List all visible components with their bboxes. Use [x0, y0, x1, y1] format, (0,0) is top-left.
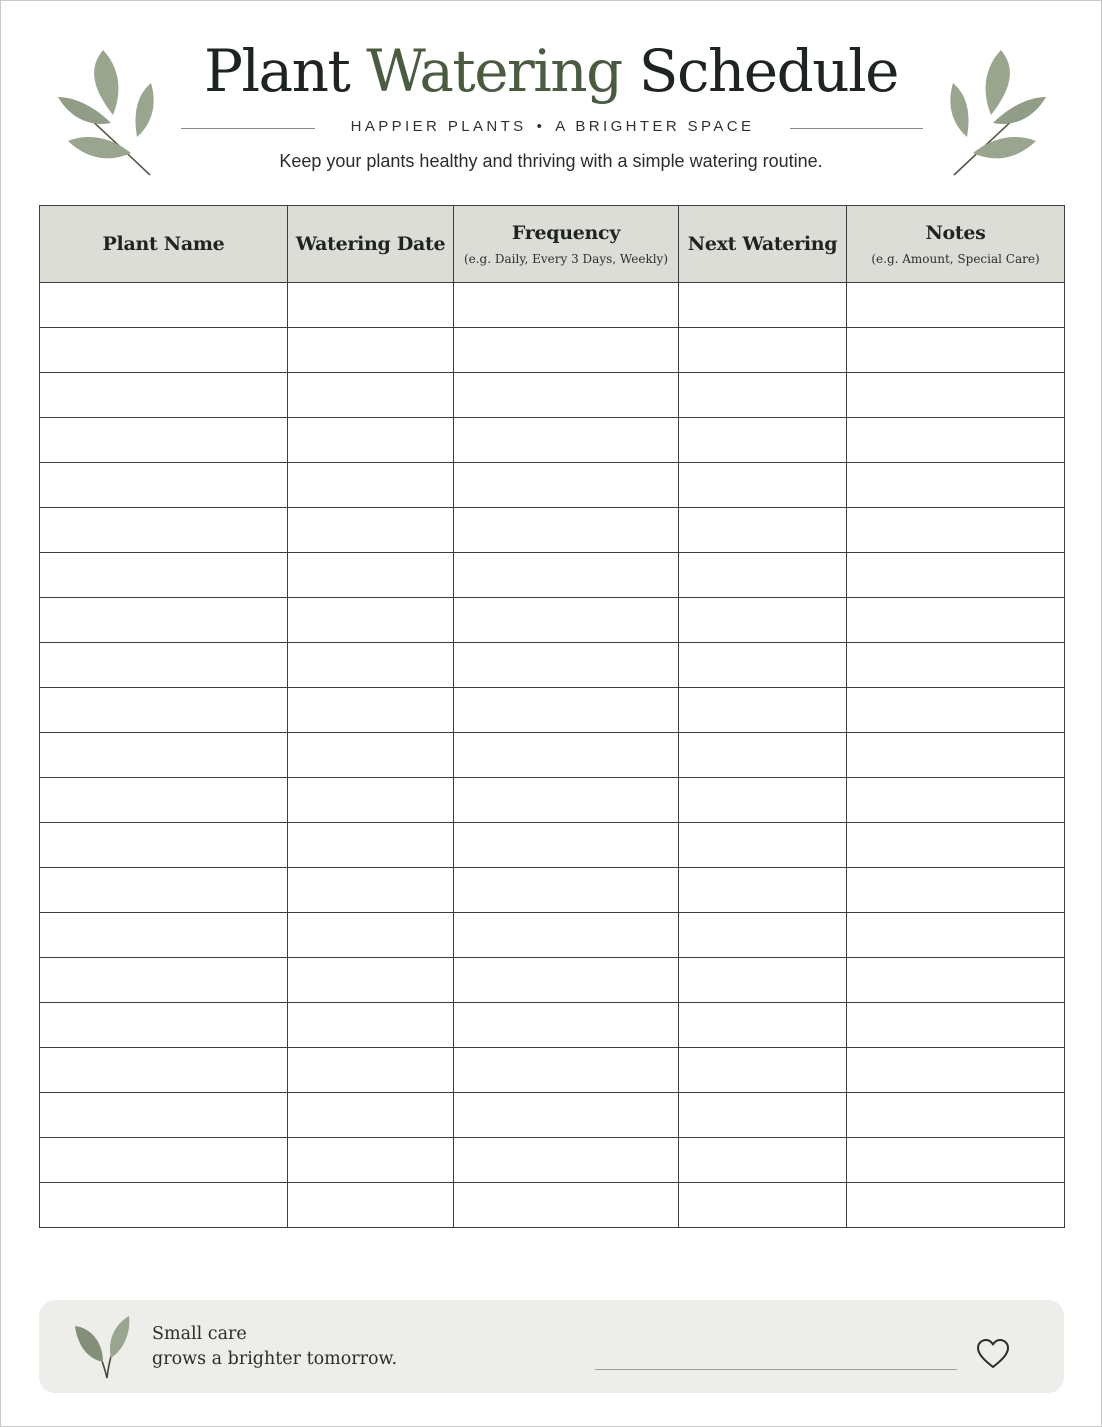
cell-frequency [454, 418, 679, 463]
cell-notes [847, 778, 1065, 823]
column-header-next-watering [679, 206, 847, 283]
title-word-plant: Plant [203, 37, 350, 105]
watering-log-table [39, 205, 1065, 1228]
cell-plant-name [40, 1138, 288, 1183]
cell-next-watering [679, 328, 847, 373]
cell-notes [847, 688, 1065, 733]
cell-plant-name [40, 958, 288, 1003]
cell-plant-name [40, 1093, 288, 1138]
cell-watering-date [288, 508, 454, 553]
cell-notes [847, 283, 1065, 328]
table-row [40, 283, 1065, 328]
cell-watering-date [288, 598, 454, 643]
cell-watering-date [288, 1138, 454, 1183]
cell-plant-name [40, 913, 288, 958]
table-header-row [40, 206, 1065, 283]
cell-frequency [454, 283, 679, 328]
title-word-watering: Watering [366, 37, 622, 105]
cell-notes [847, 1183, 1065, 1228]
cell-watering-date [288, 823, 454, 868]
cell-plant-name [40, 508, 288, 553]
tagline-right: A BRIGHTER SPACE [555, 118, 755, 135]
cell-plant-name [40, 373, 288, 418]
table-row [40, 643, 1065, 688]
table-row [40, 553, 1065, 598]
table-row [40, 418, 1065, 463]
cell-frequency [454, 1138, 679, 1183]
column-header-frequency [454, 206, 679, 283]
page-title [1, 35, 1101, 107]
cell-frequency [454, 1093, 679, 1138]
footer-banner [39, 1300, 1064, 1393]
cell-notes [847, 418, 1065, 463]
column-label: Frequency [511, 222, 621, 244]
cell-frequency [454, 778, 679, 823]
cell-plant-name [40, 463, 288, 508]
cell-next-watering [679, 778, 847, 823]
cell-watering-date [288, 688, 454, 733]
cell-frequency [454, 373, 679, 418]
column-label: Next Watering [687, 233, 838, 255]
cell-next-watering [679, 1183, 847, 1228]
table-row [40, 688, 1065, 733]
cell-plant-name [40, 823, 288, 868]
cell-watering-date [288, 373, 454, 418]
cell-next-watering [679, 1093, 847, 1138]
cell-notes [847, 328, 1065, 373]
cell-notes [847, 1138, 1065, 1183]
table-row [40, 823, 1065, 868]
cell-plant-name [40, 868, 288, 913]
table-row [40, 1048, 1065, 1093]
cell-frequency [454, 598, 679, 643]
cell-next-watering [679, 688, 847, 733]
table-body [40, 283, 1065, 1228]
tagline-rule-right [790, 128, 923, 129]
cell-notes [847, 1048, 1065, 1093]
cell-frequency [454, 643, 679, 688]
table-row [40, 1093, 1065, 1138]
cell-frequency [454, 328, 679, 373]
column-header-watering-date [288, 206, 454, 283]
cell-watering-date [288, 733, 454, 778]
cell-watering-date [288, 283, 454, 328]
cell-next-watering [679, 868, 847, 913]
cell-next-watering [679, 643, 847, 688]
cell-next-watering [679, 1048, 847, 1093]
cell-plant-name [40, 733, 288, 778]
cell-notes [847, 1093, 1065, 1138]
cell-watering-date [288, 553, 454, 598]
cell-notes [847, 508, 1065, 553]
cell-frequency [454, 1183, 679, 1228]
cell-watering-date [288, 913, 454, 958]
column-hint: (e.g. Daily, Every 3 Days, Weekly) [463, 252, 669, 266]
cell-plant-name [40, 1183, 288, 1228]
cell-watering-date [288, 1003, 454, 1048]
cell-watering-date [288, 958, 454, 1003]
cell-plant-name [40, 418, 288, 463]
cell-notes [847, 733, 1065, 778]
cell-watering-date [288, 868, 454, 913]
table-row [40, 868, 1065, 913]
cell-next-watering [679, 598, 847, 643]
signature-line [595, 1369, 957, 1370]
sprig-icon [73, 1312, 133, 1380]
cell-notes [847, 1003, 1065, 1048]
cell-next-watering [679, 418, 847, 463]
cell-frequency [454, 1003, 679, 1048]
cell-notes [847, 643, 1065, 688]
cell-next-watering [679, 373, 847, 418]
cell-next-watering [679, 913, 847, 958]
cell-next-watering [679, 508, 847, 553]
column-label: Watering Date [295, 233, 446, 255]
footer-message [152, 1322, 397, 1372]
cell-frequency [454, 688, 679, 733]
intro-text: Keep your plants healthy and thriving with a simple watering routine. [279, 151, 823, 171]
heart-outline-icon [976, 1338, 1010, 1370]
cell-next-watering [679, 1138, 847, 1183]
cell-frequency [454, 463, 679, 508]
cell-plant-name [40, 778, 288, 823]
column-label: Notes [925, 222, 986, 244]
footer-message-line1: Small care [152, 1324, 247, 1344]
table-row [40, 733, 1065, 778]
tagline-separator: • [536, 118, 546, 135]
cell-plant-name [40, 328, 288, 373]
cell-plant-name [40, 1048, 288, 1093]
cell-notes [847, 913, 1065, 958]
cell-next-watering [679, 958, 847, 1003]
cell-frequency [454, 958, 679, 1003]
cell-frequency [454, 733, 679, 778]
table-row [40, 1138, 1065, 1183]
cell-plant-name [40, 283, 288, 328]
cell-next-watering [679, 553, 847, 598]
title-word-schedule: Schedule [638, 37, 898, 105]
cell-watering-date [288, 328, 454, 373]
cell-notes [847, 553, 1065, 598]
cell-watering-date [288, 1048, 454, 1093]
table-row [40, 508, 1065, 553]
cell-plant-name [40, 688, 288, 733]
tagline-rule-left [181, 128, 315, 129]
cell-notes [847, 373, 1065, 418]
cell-next-watering [679, 1003, 847, 1048]
table-row [40, 1183, 1065, 1228]
column-header-plant-name [40, 206, 288, 283]
cell-plant-name [40, 1003, 288, 1048]
table-row [40, 598, 1065, 643]
cell-frequency [454, 823, 679, 868]
column-header-notes [847, 206, 1065, 283]
cell-watering-date [288, 463, 454, 508]
table-row [40, 958, 1065, 1003]
cell-next-watering [679, 283, 847, 328]
cell-next-watering [679, 733, 847, 778]
tagline-left: HAPPIER PLANTS [350, 118, 527, 135]
cell-notes [847, 598, 1065, 643]
table-row [40, 913, 1065, 958]
cell-frequency [454, 913, 679, 958]
tagline [315, 118, 790, 135]
column-hint: (e.g. Amount, Special Care) [871, 252, 1040, 266]
cell-plant-name [40, 598, 288, 643]
cell-frequency [454, 553, 679, 598]
table-row [40, 328, 1065, 373]
cell-plant-name [40, 643, 288, 688]
cell-next-watering [679, 463, 847, 508]
cell-watering-date [288, 643, 454, 688]
cell-plant-name [40, 553, 288, 598]
cell-notes [847, 868, 1065, 913]
cell-watering-date [288, 778, 454, 823]
footer-message-line2: grows a brighter tomorrow. [152, 1349, 398, 1369]
column-label: Plant Name [102, 233, 225, 255]
cell-frequency [454, 1048, 679, 1093]
table-row [40, 373, 1065, 418]
cell-watering-date [288, 1183, 454, 1228]
cell-notes [847, 958, 1065, 1003]
cell-notes [847, 823, 1065, 868]
table-row [40, 463, 1065, 508]
table-row [40, 778, 1065, 823]
cell-frequency [454, 868, 679, 913]
cell-frequency [454, 508, 679, 553]
cell-notes [847, 463, 1065, 508]
cell-watering-date [288, 1093, 454, 1138]
cell-watering-date [288, 418, 454, 463]
table-row [40, 1003, 1065, 1048]
cell-next-watering [679, 823, 847, 868]
